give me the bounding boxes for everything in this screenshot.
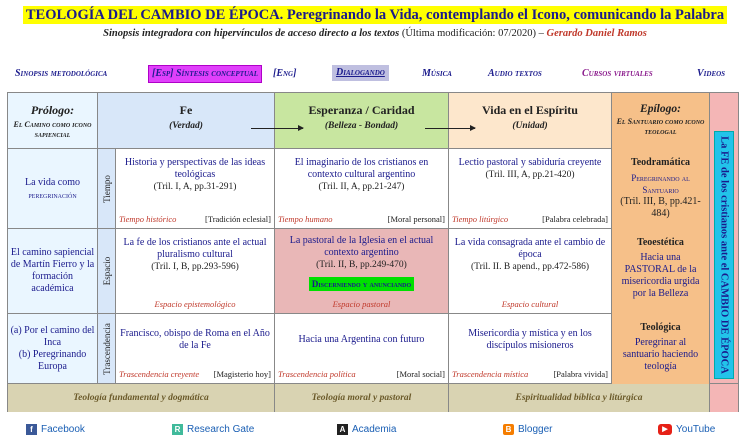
youtube-link[interactable] bbox=[658, 421, 715, 437]
esperanza-title: Esperanza / Caridad bbox=[308, 103, 415, 117]
cell-tiempo-fe-foot-right: [Tradición eclesial] bbox=[204, 214, 271, 224]
row-label-trascendencia-text: Trascendencia bbox=[101, 322, 112, 375]
epi-trascendencia-line1: Peregrinar al santuario haciendo teología bbox=[622, 337, 699, 372]
arrow-esperanza-to-vida bbox=[425, 128, 475, 129]
left-tiempo-line2: peregrinación bbox=[28, 189, 77, 200]
researchgate-link[interactable] bbox=[172, 421, 254, 437]
row-label-espacio-text: Espacio bbox=[101, 256, 112, 286]
bottom-esp-text: Teología moral y pastoral bbox=[311, 393, 412, 403]
fe-header bbox=[98, 93, 275, 149]
bottom-fe-text: Teología fundamental y dogmática bbox=[73, 393, 209, 403]
cell-tiempo-fe-foot-left: Tiempo histórico bbox=[119, 214, 177, 224]
epilogo-title: Epílogo: bbox=[640, 103, 681, 115]
researchgate-icon: R bbox=[172, 424, 183, 435]
prologo-title: Prólogo: bbox=[30, 103, 75, 117]
synopsis-text: Sinopsis integradora con hipervínculos de acceso directo a los textos bbox=[103, 28, 400, 39]
cell-tiempo-esp-foot-right: [Moral personal] bbox=[387, 214, 445, 224]
nav-dialogando[interactable]: Dialogando bbox=[332, 65, 389, 81]
bottom-band-esperanza bbox=[275, 384, 449, 412]
epi-espacio[interactable] bbox=[612, 229, 710, 314]
discerniendo-button[interactable]: Discerniendo y anunciando bbox=[309, 277, 414, 291]
blogger-link[interactable] bbox=[503, 421, 552, 437]
bottom-vida-text: Espiritualidad bíblica y litúrgica bbox=[515, 393, 643, 403]
cell-trasc-vida-foot-left: Trascendencia mística bbox=[452, 369, 529, 379]
academia-label: Academia bbox=[352, 423, 397, 435]
nav-audio-textos[interactable]: Audio textos bbox=[488, 68, 542, 79]
epi-trascendencia[interactable] bbox=[612, 314, 710, 384]
side-banner-text: La FE de los cristianos ante el CAMBIO DE ÉPOCA bbox=[718, 136, 730, 374]
synopsis-grid bbox=[7, 92, 739, 412]
researchgate-label: Research Gate bbox=[187, 423, 255, 435]
youtube-icon: ▶ bbox=[658, 424, 672, 435]
cell-espacio-esp-foot: Espacio pastoral bbox=[332, 299, 391, 309]
epi-tiempo-line1: Peregrinando al Santuario bbox=[631, 173, 690, 195]
cell-tiempo-esp-ref: (Tril. II, A, pp.21-247) bbox=[318, 182, 405, 192]
epi-tiempo-ref: (Tril. III, B, pp.421-484) bbox=[620, 196, 701, 219]
cell-trascendencia-vida-text: Misericordia y mística y en los discípulos misioneros bbox=[468, 328, 592, 351]
cell-espacio-vida-foot: Espacio cultural bbox=[501, 299, 559, 309]
nav-musica[interactable]: Música bbox=[422, 68, 452, 79]
left-trascendencia-line1: (a) Por el camino del Inca bbox=[10, 324, 95, 348]
nav-sinopsis-metodologica[interactable]: Sinopsis metodológica bbox=[15, 68, 108, 79]
cell-tiempo-vida-ref: (Tril. III, A, pp.21-420) bbox=[485, 170, 575, 180]
author-name: Gerardo Daniel Ramos bbox=[546, 28, 647, 39]
bottom-band-corner bbox=[710, 384, 738, 412]
vida-title: Vida en el Espíritu bbox=[482, 103, 578, 117]
blogger-icon: B bbox=[503, 424, 514, 435]
facebook-icon: f bbox=[26, 424, 37, 435]
vida-subtitle: (Unidad) bbox=[512, 121, 548, 131]
academia-link[interactable] bbox=[337, 421, 396, 437]
epilogo-header[interactable] bbox=[612, 93, 710, 149]
blogger-label: Blogger bbox=[518, 423, 553, 435]
nav-cursos-virtuales[interactable]: Cursos virtuales bbox=[582, 68, 653, 79]
row-label-trascendencia bbox=[98, 314, 116, 384]
vida-header bbox=[449, 93, 612, 149]
row-label-espacio bbox=[98, 229, 116, 314]
esperanza-header bbox=[275, 93, 449, 149]
modified-date: (Última modificación: 07/2020) – bbox=[401, 28, 544, 39]
cell-tiempo-esp-foot-left: Tiempo humano bbox=[278, 214, 333, 224]
cell-tiempo-esperanza[interactable] bbox=[275, 149, 449, 229]
bottom-band-vida bbox=[449, 384, 710, 412]
nav-sintesis-conceptual[interactable]: [Esp] Síntesis conceptual bbox=[148, 65, 262, 83]
facebook-label: Facebook bbox=[41, 423, 85, 435]
left-tiempo-line1: La vida como bbox=[25, 176, 80, 188]
row-label-tiempo bbox=[98, 149, 116, 229]
epi-espacio-title: Teoestética bbox=[637, 237, 684, 248]
epi-trascendencia-title: Teológica bbox=[640, 322, 681, 333]
cell-tiempo-fe[interactable] bbox=[116, 149, 275, 229]
nav-english[interactable]: [Eng] bbox=[273, 68, 297, 79]
nav-videos[interactable]: Videos bbox=[697, 68, 726, 79]
left-cell-tiempo[interactable] bbox=[8, 149, 98, 229]
cell-trasc-esp-foot-right: [Moral social] bbox=[396, 369, 445, 379]
epi-tiempo[interactable] bbox=[612, 149, 710, 229]
cell-espacio-fe-foot: Espacio epistemológico bbox=[154, 299, 236, 309]
top-nav bbox=[0, 65, 750, 83]
side-banner[interactable] bbox=[714, 131, 734, 379]
cell-trascendencia-esperanza[interactable] bbox=[275, 314, 449, 384]
cell-trasc-vida-foot-right: [Palabra vivida] bbox=[553, 369, 608, 379]
side-banner-column bbox=[710, 93, 738, 384]
left-trascendencia-line2: (b) Peregrinando Europa bbox=[18, 348, 87, 372]
cell-tiempo-esp-text: El imaginario de los cristianos en contexto cultural argentino bbox=[294, 157, 429, 180]
cell-espacio-vida-ref: (Tril. II. B apend., pp.472-586) bbox=[470, 262, 590, 272]
youtube-label: YouTube bbox=[676, 423, 716, 435]
page-title: TEOLOGÍA DEL CAMBIO DE ÉPOCA. Peregrinando la Vida, contemplando el Icono, comunicando la Palabra bbox=[23, 6, 727, 24]
academia-icon: A bbox=[337, 424, 348, 435]
prologo-subtitle: El Camino como icono sapiencial bbox=[13, 120, 92, 139]
cell-espacio-fe-ref: (Tril. I, B, pp.293-596) bbox=[151, 262, 239, 272]
page-subtitle bbox=[0, 27, 750, 40]
cell-tiempo-fe-text: Historia y perspectivas de las ideas teológicas bbox=[124, 157, 266, 180]
cell-espacio-fe-text: La fe de los cristianos ante el actual pluralismo cultural bbox=[123, 237, 267, 260]
cell-trascendencia-fe[interactable] bbox=[116, 314, 275, 384]
left-cell-trascendencia[interactable] bbox=[8, 314, 98, 384]
cell-tiempo-vida[interactable] bbox=[449, 149, 612, 229]
cell-tiempo-vida-text: Lectio pastoral y sabiduría creyente bbox=[458, 157, 602, 168]
esperanza-subtitle: (Belleza - Bondad) bbox=[324, 121, 399, 131]
cell-trascendencia-vida[interactable] bbox=[449, 314, 612, 384]
left-espacio-line1: El camino sapiencial de Martín Fierro y la formación académica bbox=[10, 247, 95, 294]
cell-espacio-esp-ref: (Tril. II, B, pp.249-470) bbox=[316, 260, 407, 270]
cell-espacio-esp-text: La pastoral de la Iglesia en el actual contexto argentino bbox=[289, 235, 434, 258]
cell-trascendencia-fe-text: Francisco, obispo de Roma en el Año de la Fe bbox=[120, 328, 270, 351]
cell-tiempo-fe-ref: (Tril. I, A, pp.31-291) bbox=[153, 182, 237, 192]
epi-tiempo-title: Teodramática bbox=[630, 157, 691, 168]
cell-espacio-vida-text: La vida consagrada ante el cambio de época bbox=[454, 237, 606, 260]
cell-espacio-vida[interactable] bbox=[449, 229, 612, 314]
epilogo-subtitle: El Santuario como icono teologal bbox=[616, 117, 705, 136]
cell-espacio-fe[interactable] bbox=[116, 229, 275, 314]
cell-trasc-fe-foot-left: Trascendencia creyente bbox=[119, 369, 200, 379]
bottom-band-fe bbox=[8, 384, 275, 412]
left-cell-espacio[interactable] bbox=[8, 229, 98, 314]
row-label-tiempo-text: Tiempo bbox=[101, 174, 112, 203]
fe-subtitle: (Verdad) bbox=[169, 121, 203, 131]
epi-espacio-line1: Hacia una PASTORAL de la misericordia urgida por la Belleza bbox=[621, 252, 700, 299]
cell-tiempo-vida-foot-left: Tiempo litúrgico bbox=[452, 214, 509, 224]
cell-trasc-esp-foot-left: Trascendencia política bbox=[278, 369, 356, 379]
header bbox=[0, 6, 750, 24]
cell-espacio-esperanza[interactable] bbox=[275, 229, 449, 314]
arrow-fe-to-esperanza bbox=[251, 128, 303, 129]
cell-trasc-fe-foot-right: [Magisterio hoy] bbox=[213, 369, 271, 379]
cell-trascendencia-esp-text: Hacia una Argentina con futuro bbox=[298, 334, 425, 345]
cell-tiempo-vida-foot-right: [Palabra celebrada] bbox=[542, 214, 608, 224]
fe-title: Fe bbox=[179, 103, 193, 117]
prologo-header[interactable] bbox=[8, 93, 98, 149]
facebook-link[interactable] bbox=[26, 421, 85, 437]
